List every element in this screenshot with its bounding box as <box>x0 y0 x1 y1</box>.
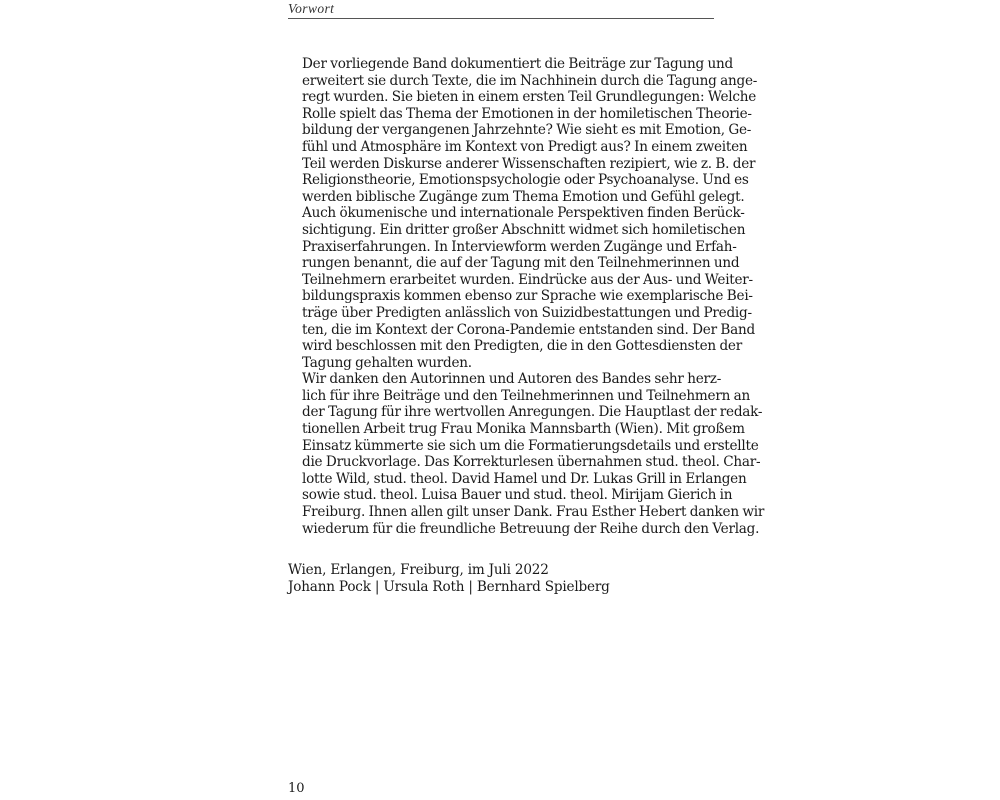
running-header-title: Vorwort <box>288 1 335 16</box>
text-line: sowie stud. theol. Luisa Bauer und stud. theol. Mirijam Gierich in <box>302 487 733 504</box>
text-line: fühl und Atmosphäre im Kontext von Predigt aus? In einem zweiten <box>302 138 748 155</box>
signoff-place-date: Wien, Erlangen, Freiburg, im Juli 2022 <box>288 562 549 578</box>
text-line: Teilnehmern erarbeitet wurden. Eindrücke aus der Aus- und Weiter- <box>302 271 753 288</box>
text-line: wiederum für die freundliche Betreuung der Reihe durch den Verlag. <box>302 520 760 537</box>
text-line: werden biblische Zugänge zum Thema Emotion und Gefühl gelegt. <box>302 188 745 205</box>
text-line: erweitert sie durch Texte, die im Nachhinein durch die Tagung ange- <box>302 72 758 89</box>
text-line: lich für ihre Beiträge und den Teilnehmerinnen und Teilnehmern an <box>302 387 751 404</box>
text-line: Religionstheorie, Emotionspsychologie oder Psychoanalyse. Und es <box>302 172 749 189</box>
text-line: Auch ökumenische und internationale Perspektiven finden Berück- <box>302 205 745 222</box>
text-line: tionellen Arbeit trug Frau Monika Mannsbarth (Wien). Mit großem <box>302 421 745 438</box>
preface-body <box>288 56 765 537</box>
running-header <box>288 0 714 19</box>
paragraph <box>288 371 765 537</box>
signoff-authors: Johann Pock | Ursula Roth | Bernhard Spielberg <box>288 579 610 595</box>
text-line: wird beschlossen mit den Predigten, die in den Gottesdiensten der <box>302 338 742 355</box>
text-line: träge über Predigten anlässlich von Suizidbestattungen und Predig- <box>302 304 752 321</box>
text-line: die Druckvorlage. Das Korrekturlesen übernahmen stud. theol. Char- <box>302 454 761 471</box>
text-line: Praxiserfahrungen. In Interviewform werden Zugänge und Erfah- <box>302 238 737 255</box>
text-line: lotte Wild, stud. theol. David Hamel und Dr. Lukas Grill in Erlangen <box>302 470 747 487</box>
text-line: Rolle spielt das Thema der Emotionen in der homiletischen Theorie- <box>302 105 752 122</box>
text-line: rungen benannt, die auf der Tagung mit den Teilnehmerinnen und <box>302 255 740 272</box>
text-line: bildungspraxis kommen ebenso zur Sprache wie exemplarische Bei- <box>302 288 753 305</box>
text-line: Einsatz kümmerte sie sich um die Formatierungsdetails und erstellte <box>302 437 759 454</box>
text-line: bildung der vergangenen Jahrzehnte? Wie sieht es mit Emotion, Ge- <box>302 122 752 139</box>
text-line: Der vorliegende Band dokumentiert die Beiträge zur Tagung und <box>302 56 733 72</box>
page-number: 10 <box>288 781 305 796</box>
signoff-block <box>288 562 714 596</box>
text-line: regt wurden. Sie bieten in einem ersten Teil Grundlegungen: Welche <box>302 89 757 106</box>
text-line: der Tagung für ihre wertvollen Anregungen. Die Hauptlast der redak- <box>302 404 763 421</box>
text-line: Teil werden Diskurse anderer Wissenschaften rezipiert, wie z. B. der <box>302 155 756 172</box>
text-line: Wir danken den Autorinnen und Autoren des Bandes sehr herz- <box>302 371 722 388</box>
paragraph <box>288 56 758 371</box>
text-line: Freiburg. Ihnen allen gilt unser Dank. Frau Esther Hebert danken wir <box>302 504 765 521</box>
text-line: ten, die im Kontext der Corona-Pandemie entstanden sind. Der Band <box>302 321 755 338</box>
text-line: Tagung gehalten wurden. <box>302 354 472 371</box>
text-line: sichtigung. Ein dritter großer Abschnitt widmet sich homiletischen <box>302 221 746 238</box>
